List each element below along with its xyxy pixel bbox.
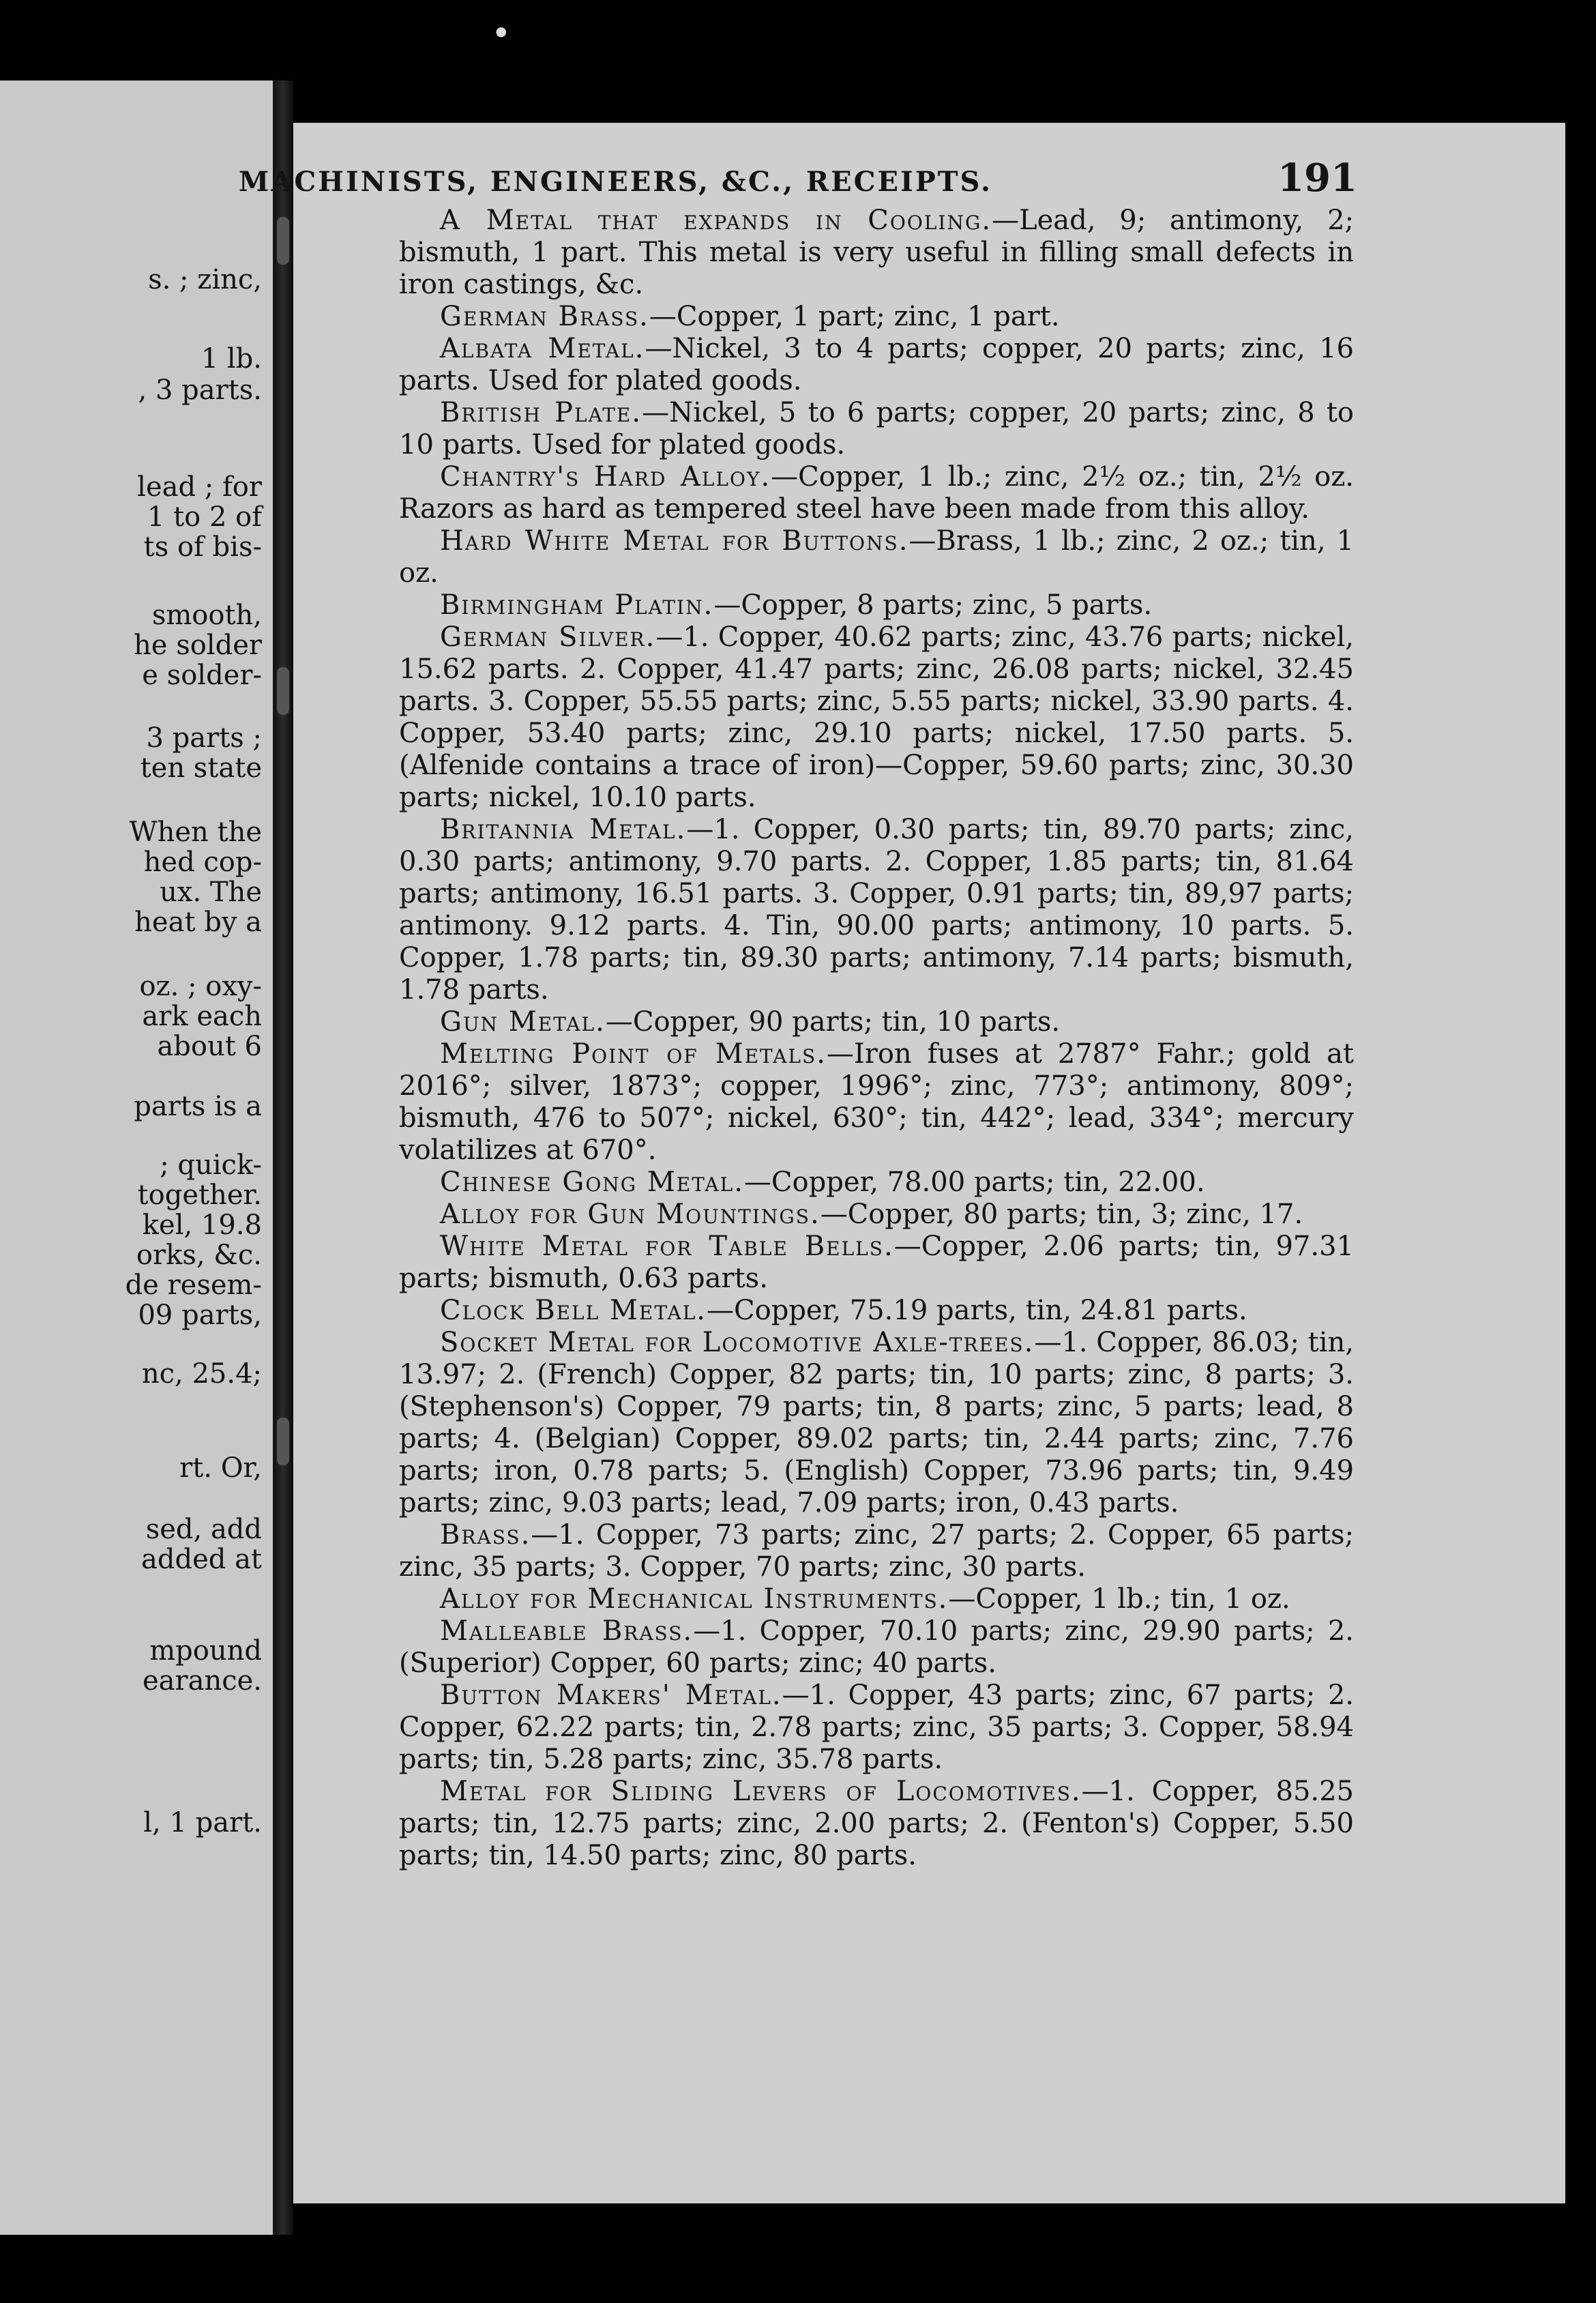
left-page-fragment: earance. xyxy=(142,1665,262,1697)
recipe-entry xyxy=(399,1295,1354,1327)
recipe-body: —Brass, 1 lb.; zinc, 2 oz.; tin, 1 oz. xyxy=(399,525,1354,589)
recipe-heading: Button Makers' Metal. xyxy=(440,1679,782,1711)
left-page-fragment: lead ; for xyxy=(137,471,262,503)
left-page-fragment: 09 parts, xyxy=(138,1300,262,1331)
recipe-body: —Copper, 90 parts; tin, 10 parts. xyxy=(605,1006,1061,1038)
recipe-body: —1. Copper, 0.30 parts; tin, 89.70 parts; zinc, 0.30 parts; antimony, 9.70 parts. 2. Copper, 1.85 parts; tin, 81.64 parts; antimony, 16.51 parts. 3. Copper, 0.91 parts; tin, 89,97 parts; antimony. 9.12 parts. 4. Tin, 90.00 parts; antimony, 10 parts. 5. Copper, 1.78 parts; tin, 89.30 parts; antimony, 7.14 parts; bismuth, 1.78 parts. xyxy=(399,814,1354,1006)
recipe-entry xyxy=(399,814,1354,1006)
recipe-entry xyxy=(399,461,1354,525)
spine-stitch xyxy=(277,667,289,715)
recipe-entry xyxy=(399,1006,1354,1038)
recipe-body: —1. Copper, 73 parts; zinc, 27 parts; 2. Copper, 65 parts; zinc, 35 parts; 3. Copper, 70 parts; zinc, 30 parts. xyxy=(399,1519,1354,1583)
left-page-fragment: 1 lb. xyxy=(201,343,262,375)
recipe-entry xyxy=(399,525,1354,589)
spine-stitch xyxy=(277,1418,289,1465)
recipe-body: —Iron fuses at 2787° Fahr.; gold at 2016°; silver, 1873°; copper, 1996°; zinc, 773°; antimony, 809°; bismuth, 476 to 507°; nickel, 630°; tin, 442°; lead, 334°; mercury volatilizes at 670°. xyxy=(399,1038,1354,1166)
recipe-body: —Copper, 80 parts; tin, 3; zinc, 17. xyxy=(820,1199,1303,1230)
left-page-fragment: 1 to 2 of xyxy=(147,501,262,533)
left-page-fragment: 3 parts ; xyxy=(146,722,262,754)
recipe-body: —Nickel, 5 to 6 parts; copper, 20 parts; zinc, 8 to 10 parts. Used for plated goods. xyxy=(399,397,1354,460)
recipe-entry xyxy=(399,1519,1354,1583)
recipe-heading: Brass. xyxy=(440,1519,531,1551)
recipe-body: —1. Copper, 86.03; tin, 13.97; 2. (French) Copper, 82 parts; tin, 10 parts; zinc, 8 parts; 3. (Stephenson's) Copper, 79 parts; tin, 8 parts; zinc, 5 parts; lead, 8 parts; 4. (Belgian) Copper, 89.02 parts; tin, 2.44 parts; zinc, 7.76 parts; iron, 0.78 parts; 5. (English) Copper, 73.96 parts; tin, 9.49 parts; zinc, 9.03 parts; lead, 7.09 parts; iron, 0.43 parts. xyxy=(399,1327,1354,1519)
recipe-heading: Malleable Brass. xyxy=(440,1615,694,1647)
book-spine xyxy=(273,80,293,2235)
recipe-heading: Gun Metal. xyxy=(440,1006,606,1038)
left-page-fragment: ; quick- xyxy=(160,1149,262,1181)
recipe-entry xyxy=(399,1231,1354,1295)
recipe-body: —Copper, 78.00 parts; tin, 22.00. xyxy=(743,1167,1205,1198)
page-header xyxy=(239,156,1357,201)
recipe-entry xyxy=(399,1199,1354,1231)
recipe-body: —Lead, 9; antimony, 2; bismuth, 1 part. This metal is very useful in filling small defects in iron castings, &c. xyxy=(399,205,1354,300)
recipe-entry xyxy=(399,333,1354,397)
recipe-heading: British Plate. xyxy=(440,397,642,428)
recipe-body: —Copper, 75.19 parts, tin, 24.81 parts. xyxy=(707,1295,1247,1326)
recipe-entry xyxy=(399,589,1354,621)
left-page-fragment: mpound xyxy=(149,1635,262,1667)
recipe-entry xyxy=(399,1776,1354,1872)
recipe-entry xyxy=(399,1615,1354,1679)
recipe-heading: Metal for Sliding Levers of Locomotives. xyxy=(440,1776,1082,1807)
recipe-entry xyxy=(399,1679,1354,1776)
left-page-fragment: kel, 19.8 xyxy=(142,1209,262,1241)
recipe-heading: German Silver. xyxy=(440,621,656,653)
recipe-entry xyxy=(399,621,1354,814)
left-page-fragment: s. ; zinc, xyxy=(148,264,262,295)
left-page-fragment: When the xyxy=(129,817,262,848)
recipe-body: —Nickel, 3 to 4 parts; copper, 20 parts; zinc, 16 parts. Used for plated goods. xyxy=(399,333,1354,396)
left-page-fragment: he solder xyxy=(134,630,262,661)
left-page-fragment: smooth, xyxy=(151,600,262,631)
recipe-heading: Britannia Metal. xyxy=(440,814,687,845)
left-page-fragment: de resem- xyxy=(125,1270,262,1301)
left-page-fragment: nc, 25.4; xyxy=(141,1358,262,1390)
recipe-body: —Copper, 2.06 parts; tin, 97.31 parts; bismuth, 0.63 parts. xyxy=(399,1231,1354,1294)
recipe-entry xyxy=(399,1327,1354,1519)
recipe-entry xyxy=(399,1167,1354,1199)
left-page-fragment: e solder- xyxy=(142,660,262,691)
recipe-entry xyxy=(399,205,1354,301)
left-page-fragment: l, 1 part. xyxy=(143,1807,262,1838)
recipe-body: —1. Copper, 70.10 parts; zinc, 29.90 parts; 2. (Superior) Copper, 60 parts; zinc; 40 parts. xyxy=(399,1615,1354,1679)
recipe-body: —Copper, 1 lb.; zinc, 2½ oz.; tin, 2½ oz. Razors as hard as tempered steel have been made from this alloy. xyxy=(399,461,1354,525)
recipe-heading: Chantry's Hard Alloy. xyxy=(440,461,771,493)
recipe-entry xyxy=(399,1583,1354,1615)
recipe-heading: Melting Point of Metals. xyxy=(440,1038,827,1070)
left-page-fragment: ux. The xyxy=(160,877,262,908)
page-number: 191 xyxy=(1277,156,1357,201)
recipe-heading: German Brass. xyxy=(440,301,649,332)
recipe-heading: Clock Bell Metal. xyxy=(440,1295,707,1326)
recipe-entry xyxy=(399,397,1354,461)
recipe-body: —1. Copper, 43 parts; zinc, 67 parts; 2. Copper, 62.22 parts; tin, 2.78 parts; zinc, 35 parts; 3. Copper, 58.94 parts; tin, 5.28 parts; zinc, 35.78 parts. xyxy=(399,1679,1354,1775)
recipe-body: —1. Copper, 85.25 parts; tin, 12.75 parts; zinc, 2.00 parts; 2. (Fenton's) Copper, 5.50 parts; tin, 14.50 parts; zinc, 80 parts. xyxy=(399,1776,1355,1871)
recipe-heading: Socket Metal for Locomotive Axle-trees. xyxy=(440,1327,1035,1358)
left-page-fragment: , 3 parts. xyxy=(138,375,262,406)
recipe-heading: Birmingham Platin. xyxy=(440,589,714,621)
left-page-fragment: oz. ; oxy- xyxy=(139,971,262,1002)
left-page-fragment: ten state xyxy=(140,752,262,784)
left-page-fragment: parts is a xyxy=(134,1091,262,1122)
recipe-heading: Albata Metal. xyxy=(440,333,645,364)
running-head: MACHINISTS, ENGINEERS, &C., RECEIPTS. xyxy=(239,166,992,198)
left-page-fragment: ark each xyxy=(142,1001,262,1032)
recipe-heading: Alloy for Mechanical Instruments. xyxy=(440,1583,949,1615)
recipe-heading: Chinese Gong Metal. xyxy=(440,1167,744,1198)
recipe-heading: White Metal for Table Bells. xyxy=(440,1231,894,1262)
recipe-body: —Copper, 1 lb.; tin, 1 oz. xyxy=(948,1583,1290,1615)
recipe-text xyxy=(399,205,1354,1872)
spine-stitch xyxy=(277,217,289,265)
recipe-entry xyxy=(399,1038,1354,1167)
left-page-fragment: together. xyxy=(137,1179,262,1211)
left-page-fragment: orks, &c. xyxy=(136,1239,262,1271)
left-page-fragment: sed, add xyxy=(145,1514,262,1545)
left-page xyxy=(0,80,273,2235)
speck-mark: • xyxy=(491,14,512,53)
recipe-heading: Alloy for Gun Mountings. xyxy=(440,1199,821,1230)
recipe-heading: A Metal that expands in Cooling. xyxy=(440,205,992,236)
left-page-fragment: hed cop- xyxy=(143,847,262,878)
recipe-heading: Hard White Metal for Buttons. xyxy=(440,525,909,557)
recipe-body: —1. Copper, 40.62 parts; zinc, 43.76 parts; nickel, 15.62 parts. 2. Copper, 41.47 parts; zinc, 26.08 parts; nickel, 32.45 parts. 3. Copper, 55.55 parts; zinc, 5.55 parts; nickel, 33.90 parts. 4. Copper, 53.40 parts; zinc, 29.10 parts; nickel, 17.50 parts. 5. (Alfenide contains a trace of iron)—Copper, 59.60 parts; zinc, 30.30 parts; nickel, 10.10 parts. xyxy=(399,621,1354,813)
left-page-fragment: added at xyxy=(141,1544,262,1575)
left-page-fragment: heat by a xyxy=(134,907,262,938)
left-page-fragment: about 6 xyxy=(157,1031,262,1062)
recipe-body: —Copper, 8 parts; zinc, 5 parts. xyxy=(713,589,1153,621)
left-page-fragment: ts of bis- xyxy=(143,531,262,563)
left-page-fragment: rt. Or, xyxy=(179,1452,262,1484)
recipe-body: —Copper, 1 part; zinc, 1 part. xyxy=(649,301,1060,332)
recipe-entry xyxy=(399,301,1354,333)
